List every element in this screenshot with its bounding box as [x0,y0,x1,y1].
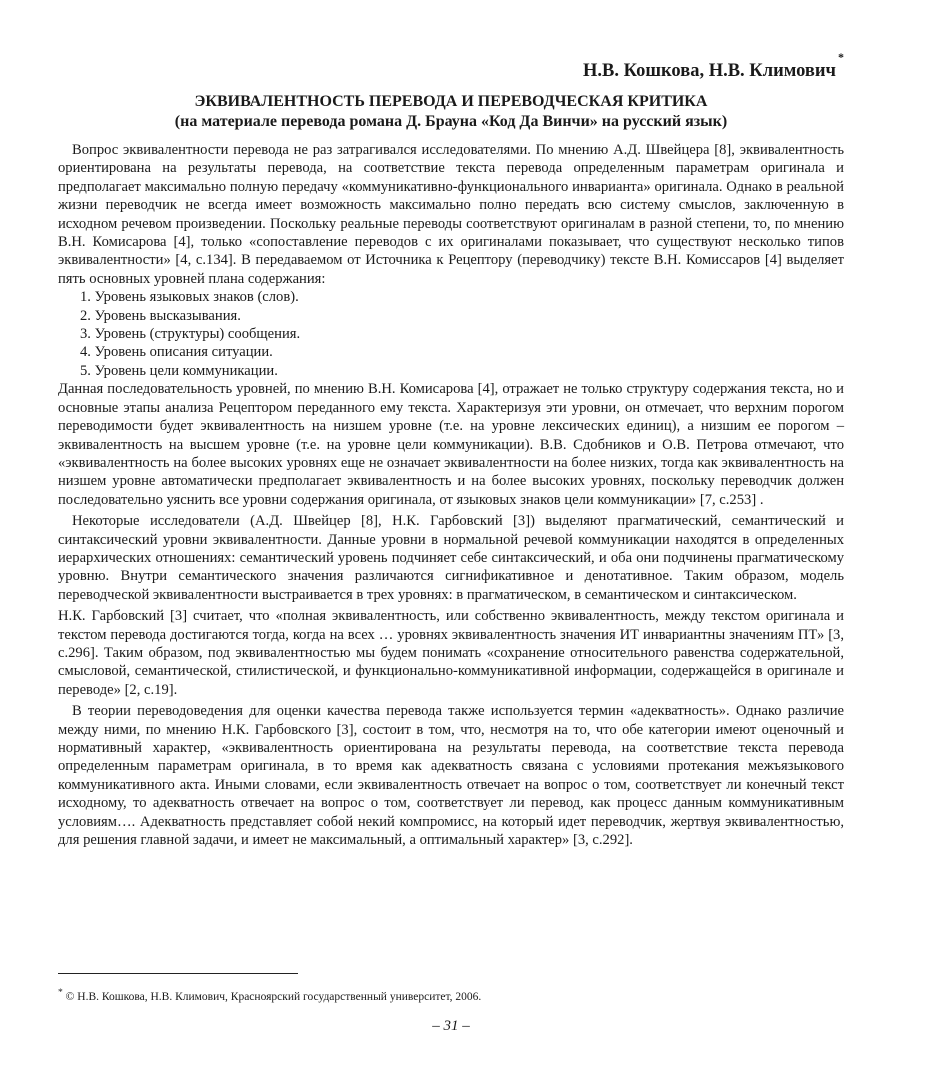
paragraph-4: Н.К. Гарбовский [3] считает, что «полная эквивалентность, или собственно эквивалентность, между текстом оригинала и текстом перевода достигаются тогда, когда на всех … уровнях эквивалентность значения ИТ инвариантны значениям ПТ» [3, с.296]. Таким образом, под эквивалентностью мы будем понимать «сохранение относительного равенства содержательной, смысловой, семантической, стилистической, и функционально-коммуникативной информации, содержащейся в оригинале и переводе» [2, с.19]. [58,608,844,698]
article-body [58,141,844,849]
list-item: 4. Уровень описания ситуации. [80,344,273,361]
paragraph-5: В теории переводоведения для оценки качества перевода также используется термин «адекватность». Однако различие между ними, по мнению Н.К. Гарбовского [3], состоит в том, что, несмотря на то, что обе категории имеют оценочный и нормативный характер, «эквивалентность ориентирована на результаты перевода, на соответствие текста перевода определенным параметрам оригинала, в то время как адекватность связана с условиями протекания межъязыкового коммуникативного акта. Иными словами, если эквивалентность отвечает на вопрос о том, соответствует ли конечный текст исходному, то адекватность отвечает на вопрос о том, соответствует ли перевод, как процесс данным коммуникативным условиям…. Адекватность представляет собой некий компромисс, на который идет переводчик, жертвуя эквивалентностью, для решения главной задачи, и имеет не максимальный, а оптимальный характер» [3, с.292]. [58,703,844,849]
title-subtitle: (на материале перевода романа Д. Брауна «Код Да Винчи» на русский язык) [174,113,728,130]
list-item: 5. Уровень цели коммуникации. [80,362,278,379]
page-number: – 31 – [432,1018,470,1034]
list-item: 2. Уровень высказывания. [80,307,241,324]
page [58,0,844,1080]
footnote [58,987,481,1003]
article-title [58,92,844,132]
paragraph-2: Данная последовательность уровней, по мнению В.Н. Комисарова [4], отражает не только структуру содержания текста, но и основные этапы анализа Рецептором переданного ему текста. Характеризуя эти уровни, он отмечает, что верхним порогом переводимости будет эквивалентность на низшем уровне (т.е. на уровне лексических единиц), а низшим ее порогом – эквивалентность на высшем уровне (т.е. на уровне цели коммуникации). В.В. Сдобников и О.В. Петрова отмечают, что «эквивалентность на более высоких уровнях еще не означает эквивалентности на более низких, тогда как эквивалентность на низшем уровне автоматически предполагает эквивалентность и на более высоких уровнях, поскольку переводчик должен последовательно уяснить все уровни содержания оригинала, от языковых знаков цели коммуникации» [7, с.253] . [58,381,844,508]
list-item: 3. Уровень (структуры) сообщения. [80,326,301,343]
authors-line [583,50,844,82]
footnote-divider [58,973,298,974]
list-item: 1. Уровень языковых знаков (слов). [80,289,299,306]
title-main: ЭКВИВАЛЕНТНОСТЬ ПЕРЕВОДА И ПЕРЕВОДЧЕСКАЯ КРИТИКА [194,93,708,110]
levels-list [58,288,844,380]
paragraph-3: Некоторые исследователи (А.Д. Швейцер [8], Н.К. Гарбовский [3]) выделяют прагматический, семантический и синтаксический уровни эквивалентности. Данные уровни в нормальной речевой коммуникации находятся в определенных иерархических отношениях: семантический уровень подчиняет себе синтаксический, и оба они подчинены прагматическому уровню. Внутри семантического значения различаются сигнификативное и денотативное. Таким образом, модель переводческой эквивалентности выстраивается в трех уровнях: в прагматическом, в семантическом и синтаксическом. [58,513,844,603]
footnote-mark: * [838,50,844,64]
authors: Н.В. Кошкова, Н.В. Климович [583,61,836,82]
paragraph-1: Вопрос эквивалентности перевода не раз затрагивался исследователями. По мнению А.Д. Швейцера [8], эквивалентность ориентирована на результаты перевода, на соответствие текста перевода определенным параметрам оригинала и предполагает максимально полную передачу «коммуникативно-функционального инварианта» оригинала. Однако в реальной жизни переводчик не всегда имеет возможность максимально полно передать всю систему смыслов, заключенную в исходном речевом произведении. Поскольку реальные переводы соответствуют оригиналам в разной степени, то, по мнению В.Н. Комисарова [4], только «сопоставление переводов с их оригиналами показывает, что существуют несколько типов эквивалентности» [4, с.134]. В передаваемом от Источника к Рецептору (переводчику) тексте В.Н. Комиссаров [4] выделяет пять основных уровней плана содержания: [58,142,844,287]
footnote-text: © Н.В. Кошкова, Н.В. Климович, Красноярский государственный университет, 2006. [65,990,482,1003]
footnote-mark-bottom: * [58,987,63,998]
